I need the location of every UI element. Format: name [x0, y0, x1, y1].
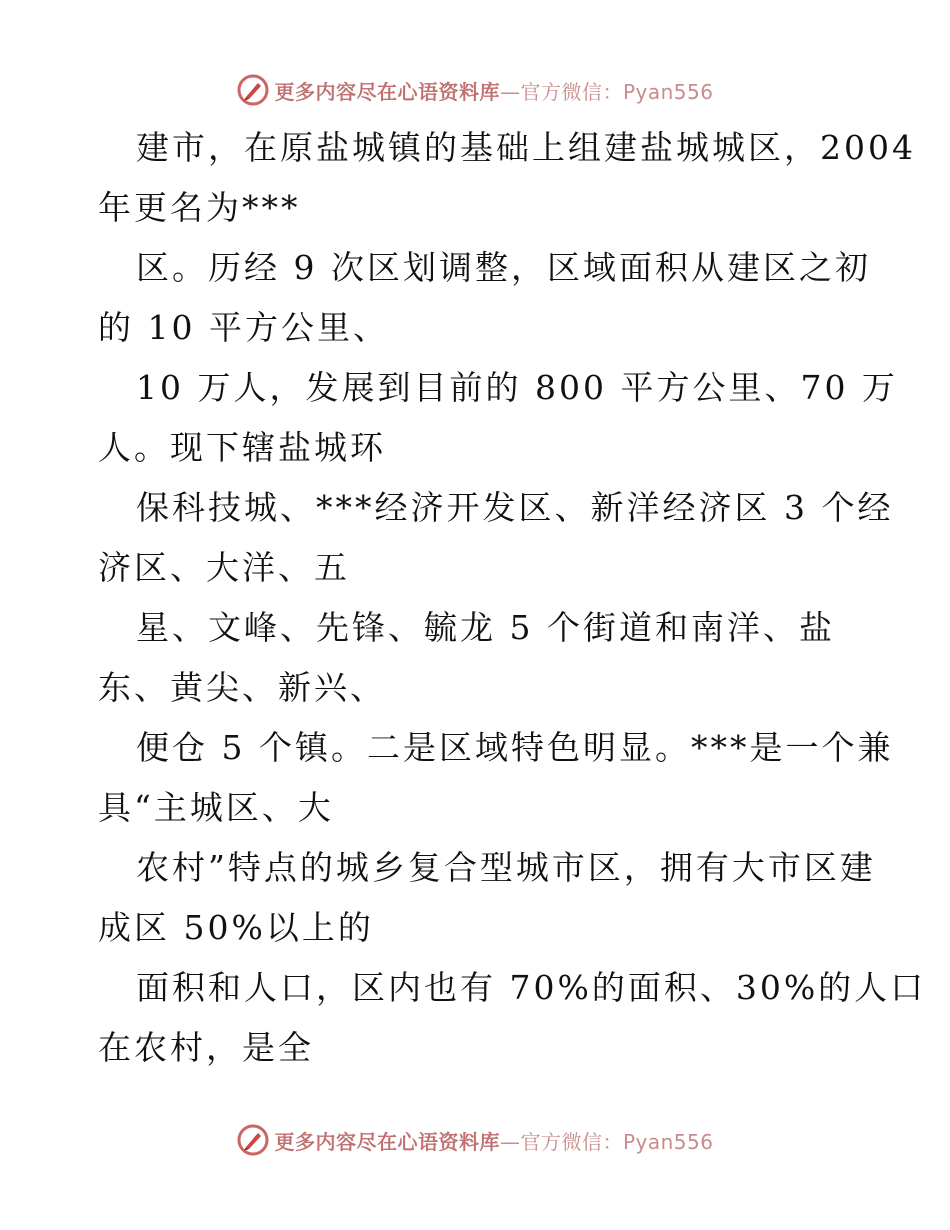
footer-banner — [0, 1120, 950, 1160]
header-banner — [0, 70, 950, 110]
banner-text-rest: —官方微信：Pyan556 — [499, 1129, 714, 1154]
text-line: 东、黄尖、新兴、 — [98, 668, 386, 707]
text-line: 保科技城、***经济开发区、新洋经济区 3 个经 — [136, 488, 894, 527]
banner-text-bold: 更多内容尽在心语资料库 — [274, 79, 500, 104]
text-line: 年更名为*** — [98, 188, 301, 227]
text-line: 在农村，是全 — [98, 1028, 314, 1067]
text-line: 建市，在原盐城镇的基础上组建盐城城区，2004 — [136, 128, 916, 167]
text-line: 具“主城区、大 — [98, 788, 334, 827]
banner-text — [274, 76, 713, 105]
text-line: 成区 50%以上的 — [98, 908, 374, 947]
banner-text — [274, 1126, 713, 1155]
text-line: 济区、大洋、五 — [98, 548, 350, 587]
document-body — [98, 118, 927, 1078]
text-line: 区。历经 9 次区划调整，区域面积从建区之初 — [136, 248, 871, 287]
text-line: 面积和人口，区内也有 70%的面积、30%的人口 — [136, 968, 927, 1007]
text-line: 星、文峰、先锋、毓龙 5 个街道和南洋、盐 — [136, 608, 835, 647]
pen-logo-icon — [236, 1123, 270, 1157]
banner-text-bold: 更多内容尽在心语资料库 — [274, 1129, 500, 1154]
pen-logo-icon — [236, 73, 270, 107]
text-line: 农村”特点的城乡复合型城市区，拥有大市区建 — [136, 848, 876, 887]
text-line: 人。现下辖盐城环 — [98, 428, 386, 467]
text-line: 的 10 平方公里、 — [98, 308, 389, 347]
banner-text-rest: —官方微信：Pyan556 — [499, 79, 714, 104]
text-line: 便仓 5 个镇。二是区域特色明显。***是一个兼 — [136, 728, 894, 767]
text-line: 10 万人，发展到目前的 800 平方公里、70 万 — [136, 368, 898, 407]
